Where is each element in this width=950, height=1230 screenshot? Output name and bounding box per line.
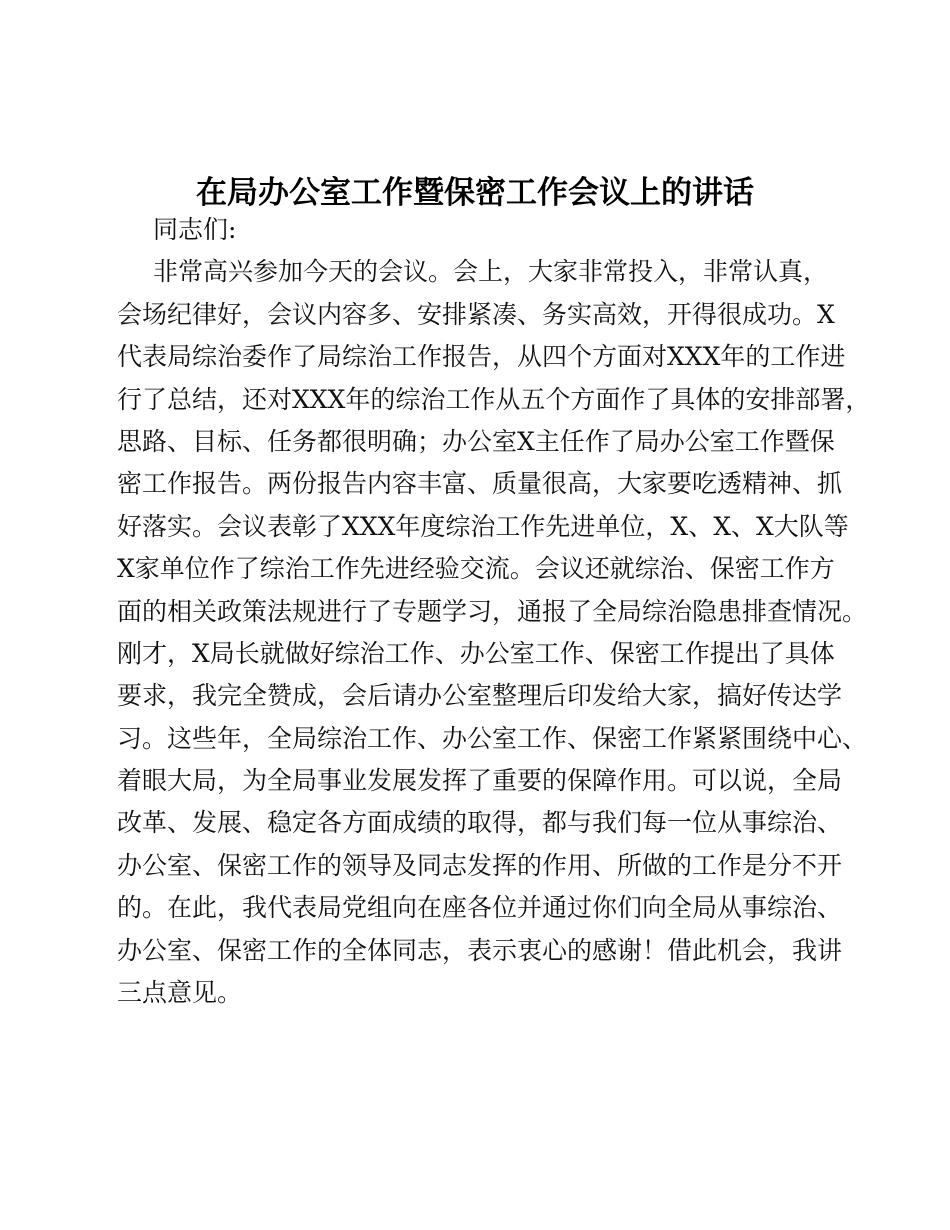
paragraph-line: 的。在此，我代表局党组向在座各位并通过你们向全局从事综治、 — [117, 893, 843, 923]
salutation-line: 同志们: — [153, 215, 237, 244]
document-title: 在局办公室工作暨保密工作会议上的讲话 — [196, 175, 754, 211]
paragraph-line: 办公室、保密工作的领导及同志发挥的作用、所做的工作是分不开 — [117, 850, 843, 880]
paragraph-line: 会场纪律好，会议内容多、安排紧凑、务实高效，开得很成功。X — [117, 299, 835, 329]
paragraph-line: 着眼大局，为全局事业发展发挥了重要的保障作用。可以说，全局 — [117, 766, 843, 796]
paragraph-line: 改革、发展、稳定各方面成绩的取得，都与我们每一位从事综治、 — [117, 808, 843, 838]
document-body — [117, 209, 871, 1014]
paragraph-line: 代表局综治委作了局综治工作报告，从四个方面对XXX年的工作进 — [117, 342, 846, 372]
paragraph-line: 刚才，X局长就做好综治工作、办公室工作、保密工作提出了具体 — [117, 638, 835, 668]
paragraph-line: 好落实。会议表彰了XXX年度综治工作先进单位，X、X、X大队等 — [117, 511, 849, 541]
paragraph-line: 办公室、保密工作的全体同志，表示衷心的感谢！借此机会，我讲 — [117, 935, 843, 965]
paragraph-line: 非常高兴参加今天的会议。会上，大家非常投入，非常认真， — [153, 257, 829, 287]
paragraph-line: 思路、目标、任务都很明确；办公室X主任作了局办公室工作暨保 — [117, 426, 835, 456]
paragraph-line: 密工作报告。两份报告内容丰富、质量很高，大家要吃透精神、抓 — [117, 469, 843, 499]
paragraph-line: 要求，我完全赞成，会后请办公室整理后印发给大家，搞好传达学 — [117, 681, 843, 711]
paragraph-line: 三点意见。 — [117, 978, 243, 1008]
paragraph-line: X家单位作了综治工作先进经验交流。会议还就综治、保密工作方 — [117, 554, 835, 584]
paragraph-line: 行了总结，还对XXX年的综治工作从五个方面作了具体的安排部署， — [117, 384, 871, 414]
paragraph-line: 面的相关政策法规进行了专题学习，通报了全局综治隐患排查情况。 — [117, 596, 868, 626]
paragraph-line: 习。这些年，全局综治工作、办公室工作、保密工作紧紧围绕中心、 — [117, 723, 868, 753]
